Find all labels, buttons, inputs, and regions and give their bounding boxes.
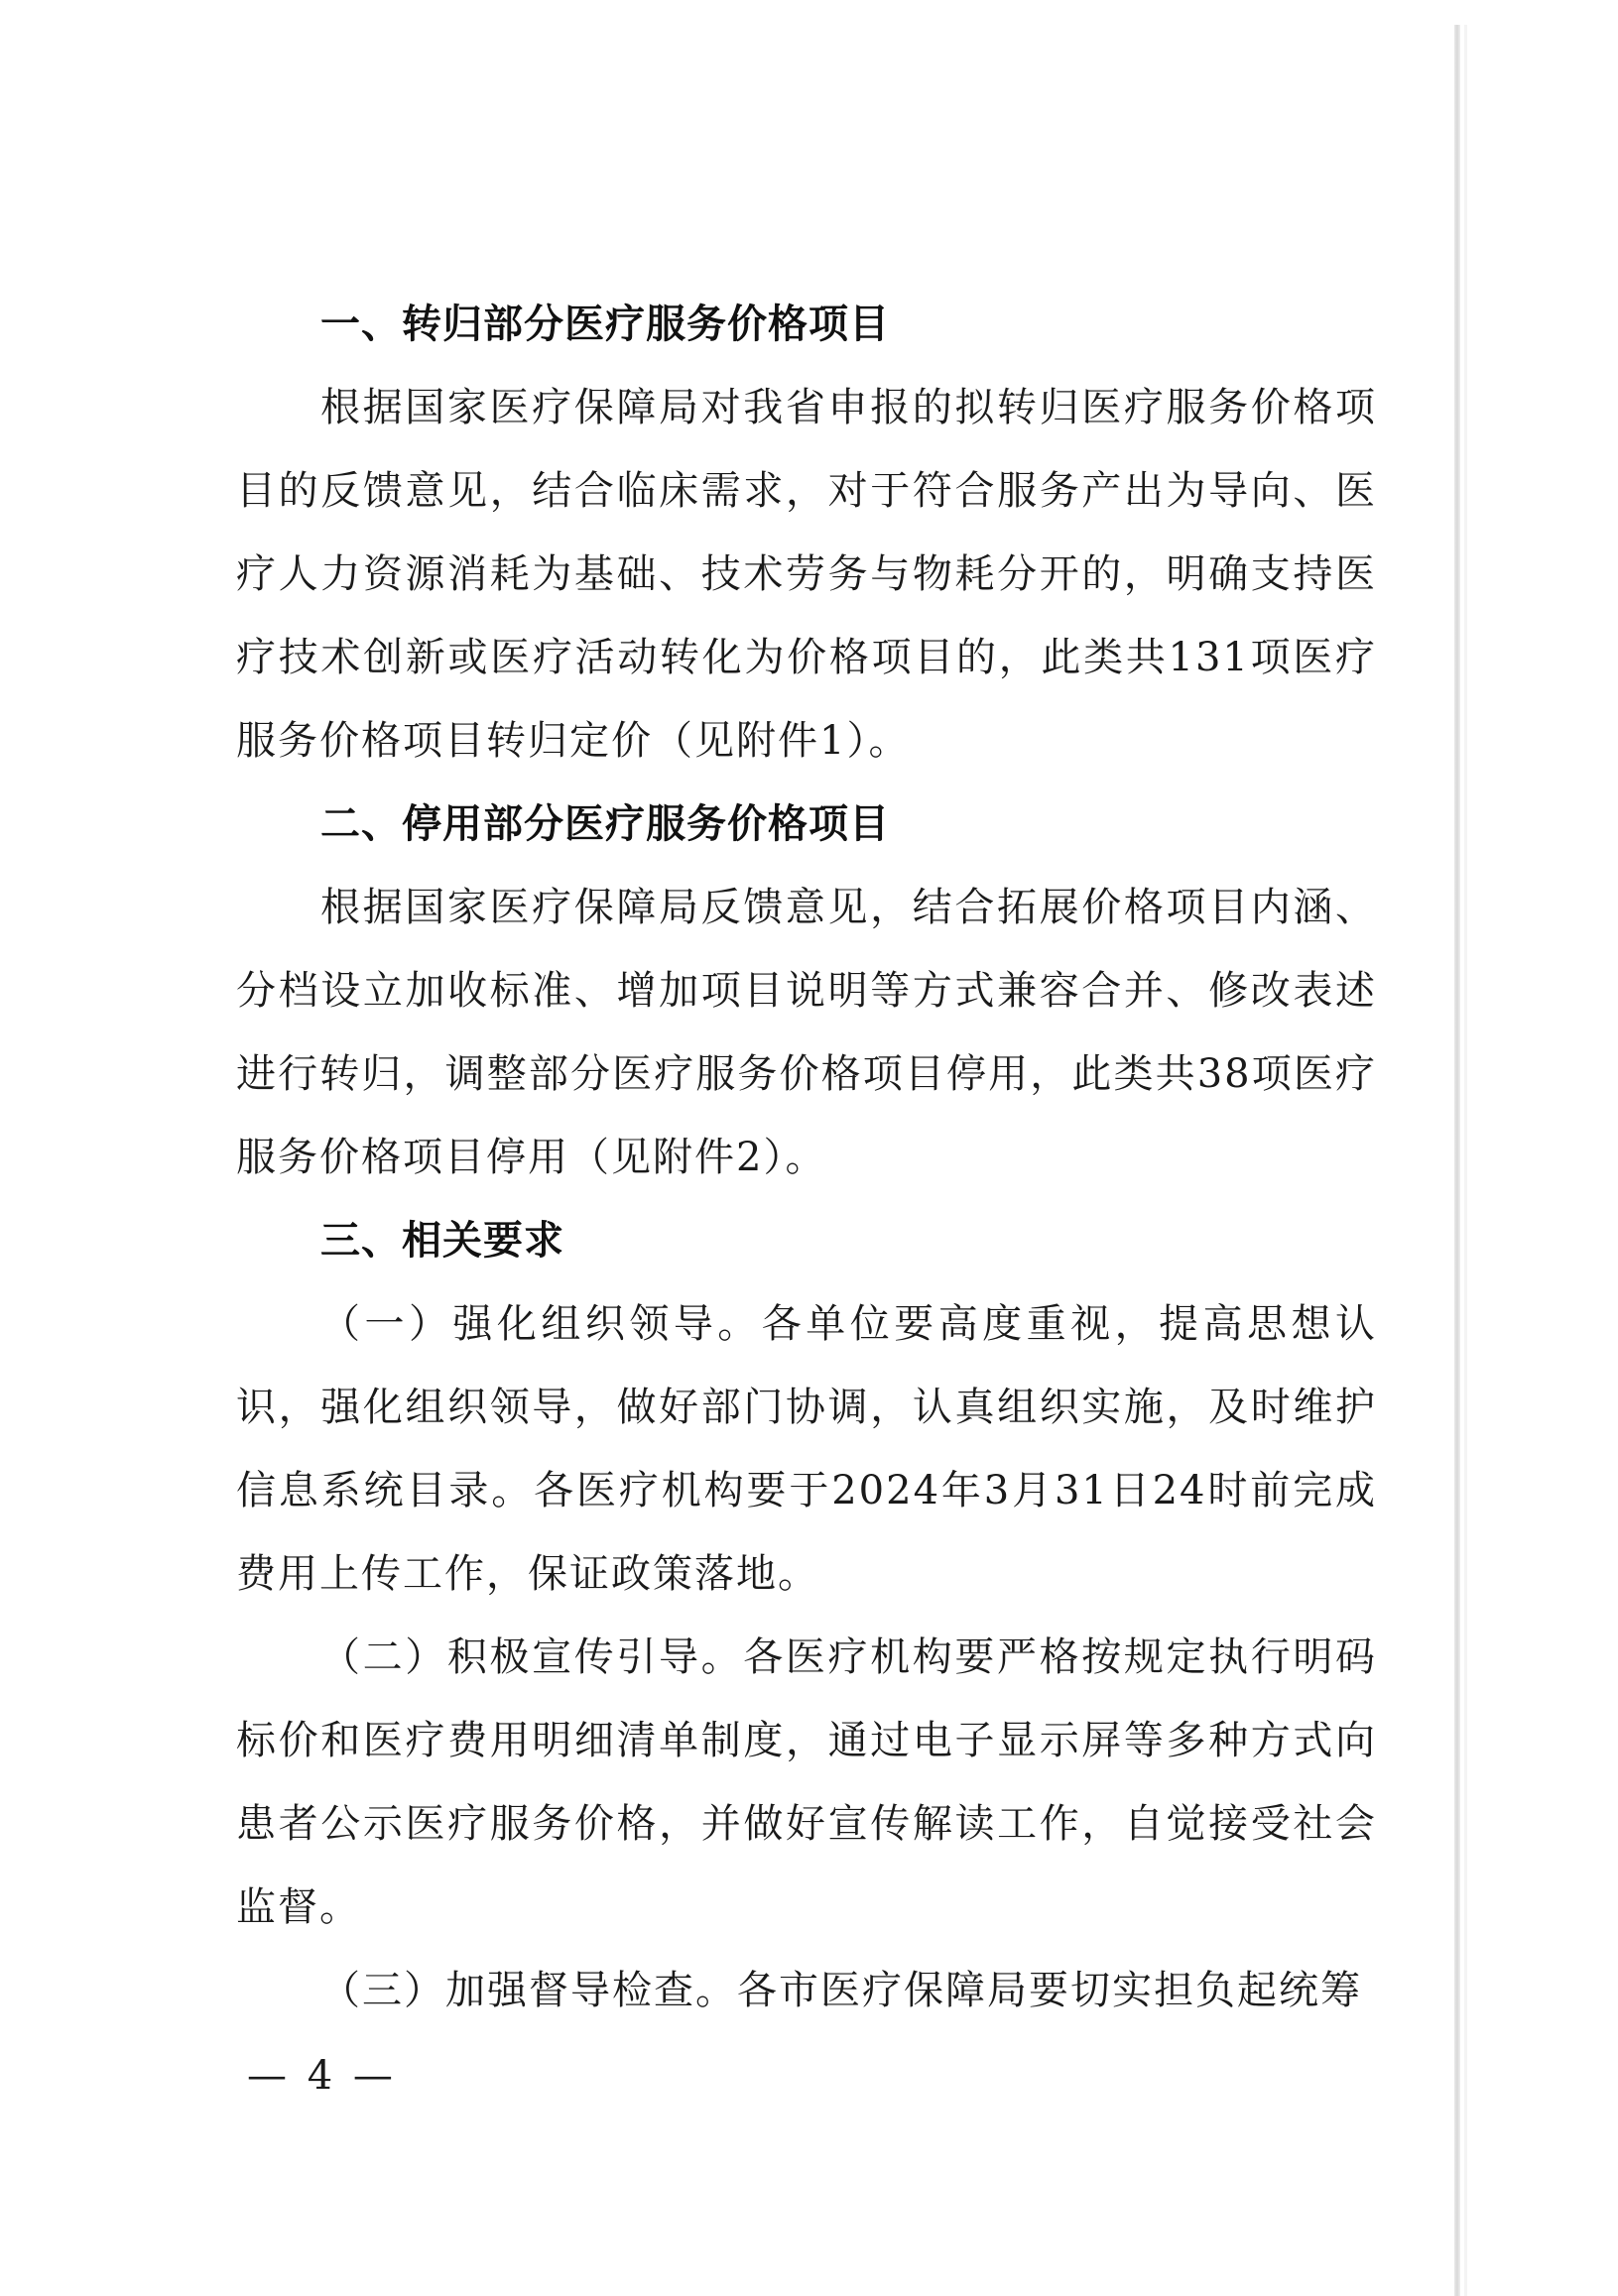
section-1-paragraph-1: 根据国家医疗保障局对我省申报的拟转归医疗服务价格项目的反馈意见，结合临床需求，对于符合服务产出为导向、医疗人力资源消耗为基础、技术劳务与物耗分开的，明确支持医疗技术创新或医疗活动转化为价格项目的，此类共131项医疗服务价格项目转归定价（见附件1）。	[236, 385, 1377, 764]
requirement-paragraph-1: （一）强化组织领导。各单位要高度重视，提高思想认识，强化组织领导，做好部门协调，认真组织实施，及时维护信息系统目录。各医疗机构要于2024年3月31日24时前完成费用上传工作，保证政策落地。	[236, 1301, 1377, 1597]
section-heading-3: 三、相关要求	[320, 1218, 564, 1264]
page-number: — 4 —	[247, 2053, 397, 2099]
scan-edge-highlight	[1464, 25, 1467, 2296]
section-heading-2: 二、停用部分医疗服务价格项目	[320, 801, 890, 847]
document-body	[236, 283, 1377, 2032]
requirement-paragraph-2: （二）积极宣传引导。各医疗机构要严格按规定执行明码标价和医疗费用明细清单制度，通过电子显示屏等多种方式向患者公示医疗服务价格，并做好宣传解读工作，自觉接受社会监督。	[236, 1634, 1377, 1930]
scan-edge-shadow	[1454, 25, 1460, 2296]
section-heading-1: 一、转归部分医疗服务价格项目	[320, 302, 890, 347]
requirement-paragraph-3: （三）加强督导检查。各市医疗保障局要切实担负起统筹	[320, 1968, 1362, 2013]
section-2-paragraph-1: 根据国家医疗保障局反馈意见，结合拓展价格项目内涵、分档设立加收标准、增加项目说明等方式兼容合并、修改表述进行转归，调整部分医疗服务价格项目停用，此类共38项医疗服务价格项目停用（见附件2）。	[236, 885, 1377, 1180]
